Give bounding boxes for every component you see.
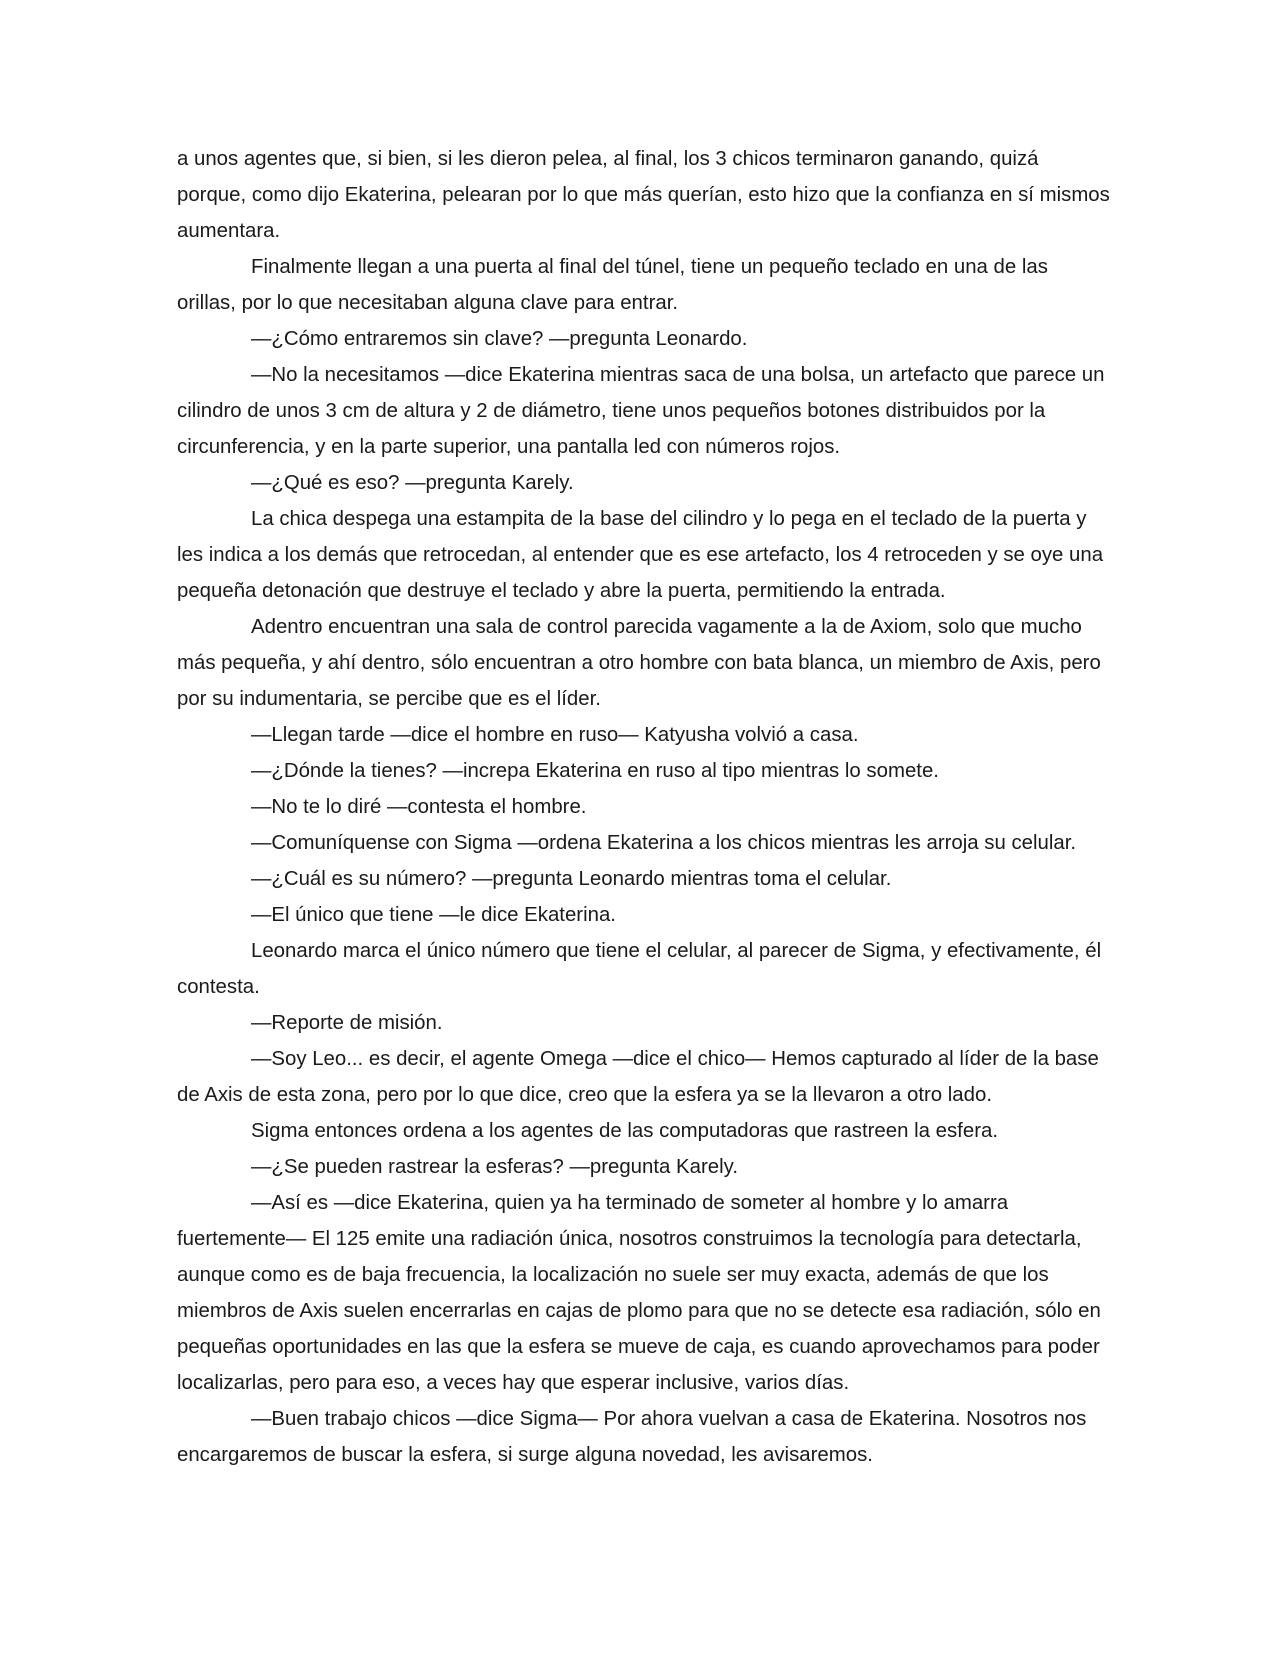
dialogue-line: —Reporte de misión. (251, 1012, 443, 1034)
paragraph: a unos agentes que, si bien, si les dieron pelea, al final, los 3 chicos terminaron ganando, quizá porque, como dijo Ekaterina, pelearan por lo que más querían, esto hizo que la confianza en sí mismos aumentara. (177, 148, 1110, 242)
dialogue-line: —¿Qué es eso? —pregunta Karely. (251, 472, 574, 494)
paragraph: Leonardo marca el único número que tiene el celular, al parecer de Sigma, y efectivamente, él contesta. (177, 940, 1102, 998)
dialogue-line: —¿Cómo entraremos sin clave? —pregunta Leonardo. (251, 328, 748, 350)
dialogue-line: —Así es —dice Ekaterina, quien ya ha terminado de someter al hombre y lo amarra fuertemente— El 125 emite una radiación única, nosotros construimos la tecnología para detectarla, aunque como es de baja frecuencia, la localización no suele ser muy exacta, además de que los miembros de Axis suelen encerrarlas en cajas de plomo para que no se detecte esa radiación, sólo en pequeñas oportunidades en las que la esfera se mueve de caja, es cuando aprovechamos para poder localizarlas, pero para eso, a veces hay que esperar inclusive, varios días. (177, 1192, 1101, 1394)
dialogue-line: —¿Dónde la tienes? —increpa Ekaterina en ruso al tipo mientras lo somete. (251, 760, 939, 782)
paragraph: La chica despega una estampita de la base del cilindro y lo pega en el teclado de la puerta y les indica a los demás que retrocedan, al entender que es ese artefacto, los 4 retroceden y se oye una pequeña detonación que destruye el teclado y abre la puerta, permitiendo la entrada. (177, 508, 1104, 602)
dialogue-line: —Soy Leo... es decir, el agente Omega —dice el chico— Hemos capturado al líder de la base de Axis de esta zona, pero por lo que dice, creo que la esfera ya se la llevaron a otro lado. (177, 1048, 1099, 1106)
dialogue-line: —No la necesitamos —dice Ekaterina mientras saca de una bolsa, un artefacto que parece un cilindro de unos 3 cm de altura y 2 de diámetro, tiene unos pequeños botones distribuidos por la circunferencia, y en la parte superior, una pantalla led con números rojos. (177, 364, 1105, 458)
paragraph: Finalmente llegan a una puerta al final del túnel, tiene un pequeño teclado en una de las orillas, por lo que necesitaban alguna clave para entrar. (177, 256, 1048, 314)
dialogue-line: —Llegan tarde —dice el hombre en ruso— Katyusha volvió a casa. (251, 724, 859, 746)
body-text (177, 141, 1112, 1473)
dialogue-line: —¿Se pueden rastrear la esferas? —pregunta Karely. (251, 1156, 738, 1178)
dialogue-line: —¿Cuál es su número? —pregunta Leonardo mientras toma el celular. (251, 868, 892, 890)
dialogue-line: —Buen trabajo chicos —dice Sigma— Por ahora vuelvan a casa de Ekaterina. Nosotros nos encargaremos de buscar la esfera, si surge alguna novedad, les avisaremos. (177, 1408, 1087, 1466)
dialogue-line: —Comuníquense con Sigma —ordena Ekaterina a los chicos mientras les arroja su celular. (251, 832, 1077, 854)
paragraph: Adentro encuentran una sala de control parecida vagamente a la de Axiom, solo que mucho más pequeña, y ahí dentro, sólo encuentran a otro hombre con bata blanca, un miembro de Axis, pero por su indumentaria, se percibe que es el líder. (177, 616, 1101, 710)
paragraph: Sigma entonces ordena a los agentes de las computadoras que rastreen la esfera. (251, 1120, 998, 1142)
dialogue-line: —El único que tiene —le dice Ekaterina. (251, 904, 616, 926)
dialogue-line: —No te lo diré —contesta el hombre. (251, 796, 587, 818)
